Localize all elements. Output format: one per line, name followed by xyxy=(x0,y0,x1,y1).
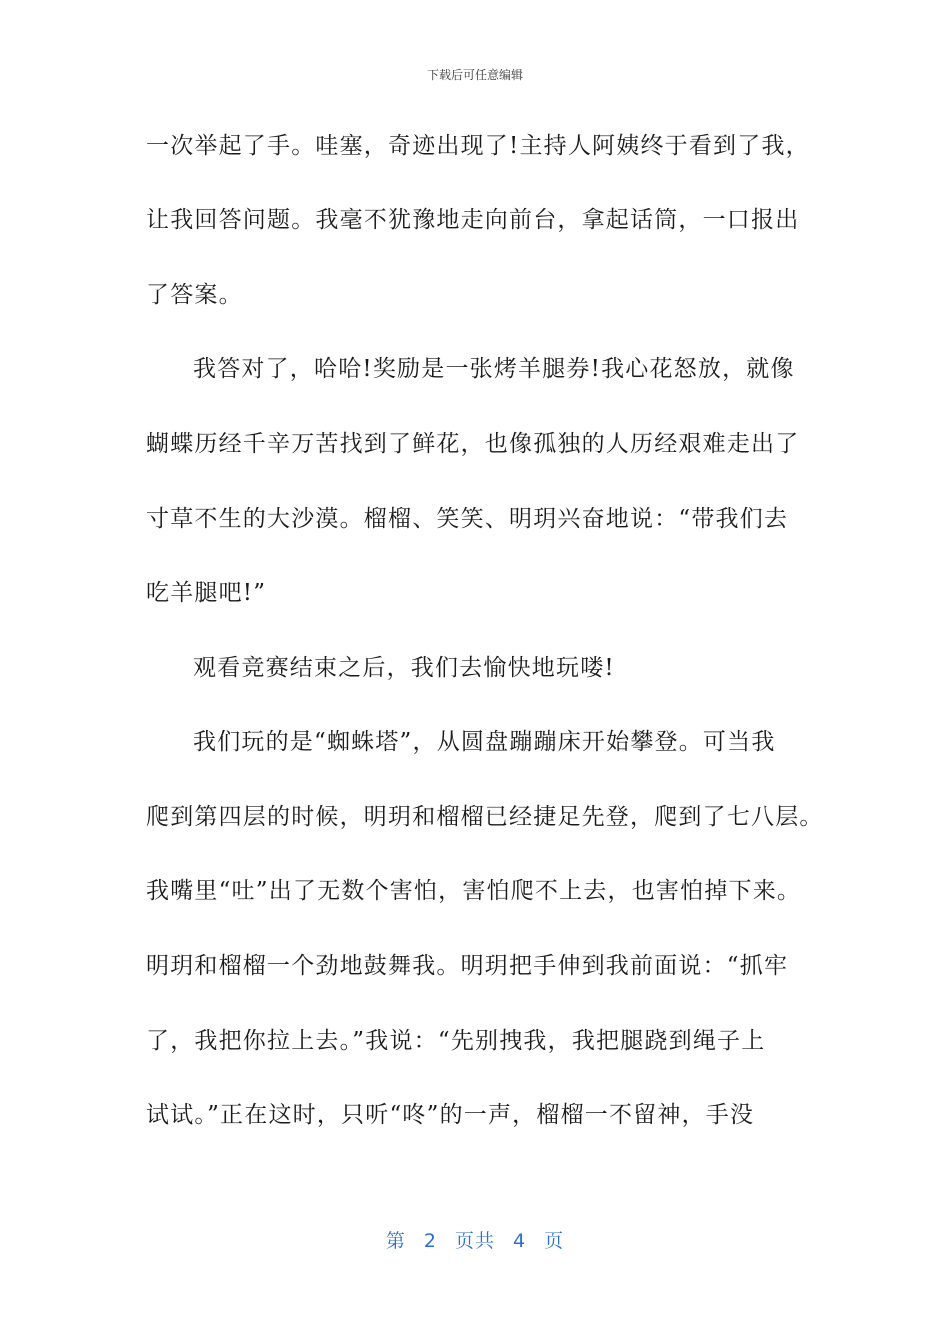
body-line-14: 试试。”正在这时，只听“咚”的一声，榴榴一不留神，手没 xyxy=(146,1102,755,1128)
body-line-13: 了，我把你拉上去。”我说：“先别拽我，我把腿跷到绳子上 xyxy=(146,1028,766,1054)
body-line-4: 我答对了，哈哈!奖励是一张烤羊腿券!我心花怒放，就像 xyxy=(193,356,795,382)
body-line-6: 寸草不生的大沙漠。榴榴、笑笑、明玥兴奋地说：“带我们去 xyxy=(146,506,789,532)
body-line-12: 明玥和榴榴一个劲地鼓舞我。明玥把手伸到我前面说：“抓牢 xyxy=(146,953,789,979)
body-line-2: 让我回答问题。我毫不犹豫地走向前台，拿起话筒，一口报出 xyxy=(146,207,800,233)
footer-prefix: 第 xyxy=(385,1230,406,1252)
footer-suffix: 页 xyxy=(544,1230,565,1252)
footer-middle: 页共 xyxy=(454,1230,495,1252)
body-line-1: 一次举起了手。哇塞，奇迹出现了!主持人阿姨终于看到了我， xyxy=(146,133,810,159)
page-number-footer xyxy=(0,1226,950,1253)
body-line-5: 蝴蝶历经千辛万苦找到了鲜花，也像孤独的人历经艰难走出了 xyxy=(146,431,800,457)
body-line-11: 我嘴里“吐”出了无数个害怕，害怕爬不上去，也害怕掉下来。 xyxy=(146,878,802,904)
footer-current-page: 2 xyxy=(423,1230,437,1252)
body-line-10: 爬到第四层的时候，明玥和榴榴已经捷足先登，爬到了七八层。 xyxy=(146,804,824,830)
body-line-7: 吃羊腿吧!” xyxy=(146,580,267,606)
header-note: 下载后可任意编辑 xyxy=(426,68,523,82)
body-line-3: 了答案。 xyxy=(146,282,243,308)
footer-total-pages: 4 xyxy=(513,1230,527,1252)
body-line-9: 我们玩的是“蜘蛛塔”，从圆盘蹦蹦床开始攀登。可当我 xyxy=(193,729,776,755)
body-line-8: 观看竞赛结束之后，我们去愉快地玩喽! xyxy=(193,655,615,681)
